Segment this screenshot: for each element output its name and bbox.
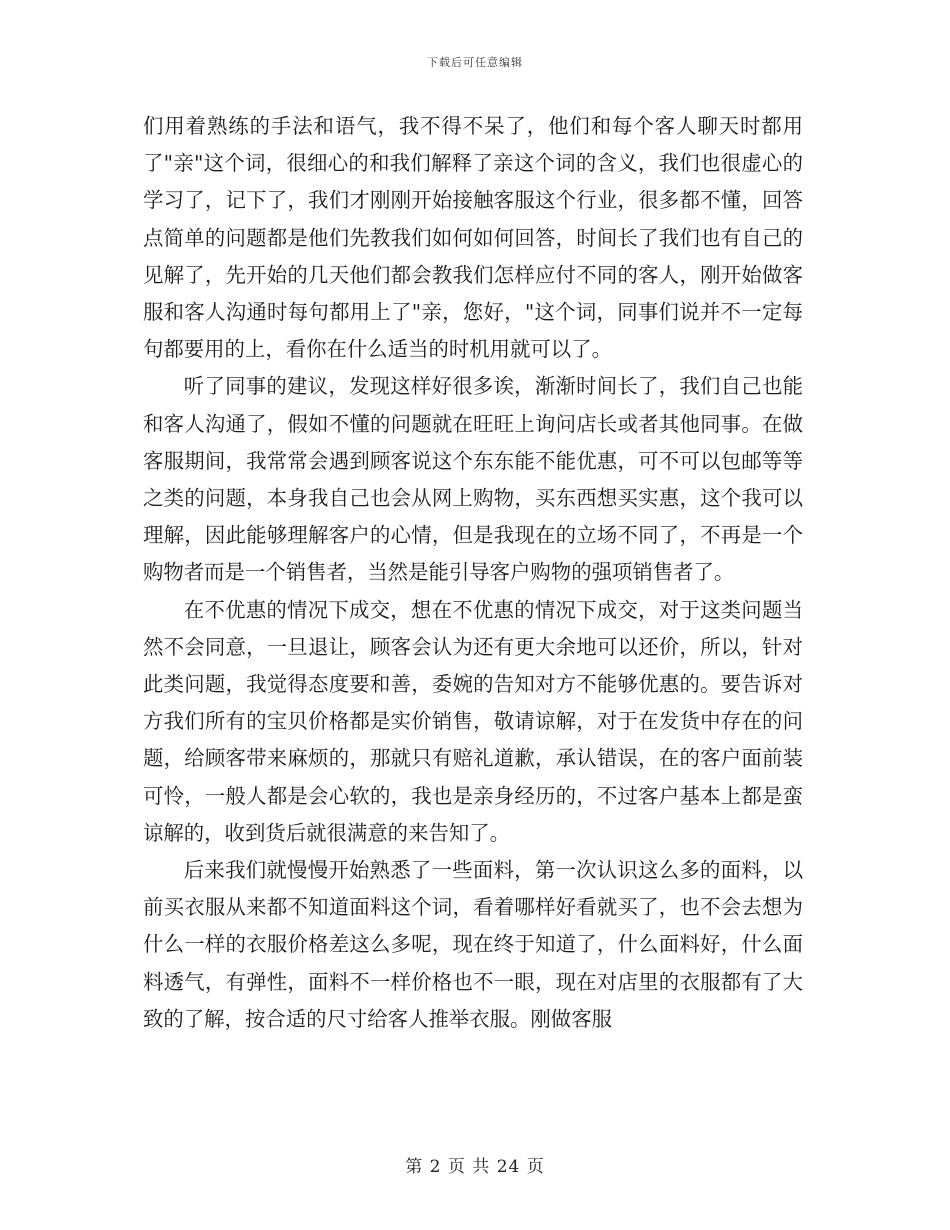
paragraph-1: 们用着熟练的手法和语气，我不得不呆了，他们和每个客人聊天时都用了"亲"这个词，很细心的和我们解释了亲这个词的含义，我们也很虚心的学习了，记下了，我们才刚刚开始接触客服这个行业，很多都不懂，回答点简单的问题都是他们先教我们如何如何回答，时间长了我们也有自己的见解了，先开始的几天他们都会教我们怎样应付不同的客人，刚开始做客服和客人沟通时每句都用上了"亲，您好，"这个词，同事们说并不一定每句都要用的上，看你在什么适当的时机用就可以了。 <box>143 114 803 362</box>
paragraph-4: 后来我们就慢慢开始熟悉了一些面料，第一次认识这么多的面料，以前买衣服从来都不知道面料这个词，看着哪样好看就买了，也不会去想为什么一样的衣服价格差这么多呢，现在终于知道了，什么面料好，什么面料透气，有弹性，面料不一样价格也不一眼，现在对店里的衣服都有了大致的了解，按合适的尺寸给客人推举衣服。刚做客服 <box>143 858 803 1031</box>
page-number-footer: 第 2 页 共 24 页 <box>405 1157 545 1177</box>
paragraph-3: 在不优惠的情况下成交，想在不优惠的情况下成交，对于这类问题当然不会同意，一旦退让，顾客会认为还有更大余地可以还价，所以，针对此类问题，我觉得态度要和善，委婉的告知对方不能够优惠的。要告诉对方我们所有的宝贝价格都是实价销售，敬请谅解，对于在发货中存在的问题，给顾客带来麻烦的，那就只有赔礼道歉，承认错误，在的客户面前装可怜，一般人都是会心软的，我也是亲身经历的，不过客户基本上都是蛮谅解的，收到货后就很满意的来告知了。 <box>143 597 803 845</box>
document-body <box>143 108 803 1038</box>
page-header: 下载后可任意编辑 <box>427 56 523 69</box>
paragraph-2: 听了同事的建议，发现这样好很多诶，渐渐时间长了，我们自己也能和客人沟通了，假如不懂的问题就在旺旺上询问店长或者其他同事。在做客服期间，我常常会遇到顾客说这个东东能不能优惠，可不可以包邮等等之类的问题，本身我自己也会从网上购物，买东西想买实惠，这个我可以理解，因此能够理解客户的心情，但是我现在的立场不同了，不再是一个购物者而是一个销售者，当然是能引导客户购物的强项销售者了。 <box>143 374 803 585</box>
